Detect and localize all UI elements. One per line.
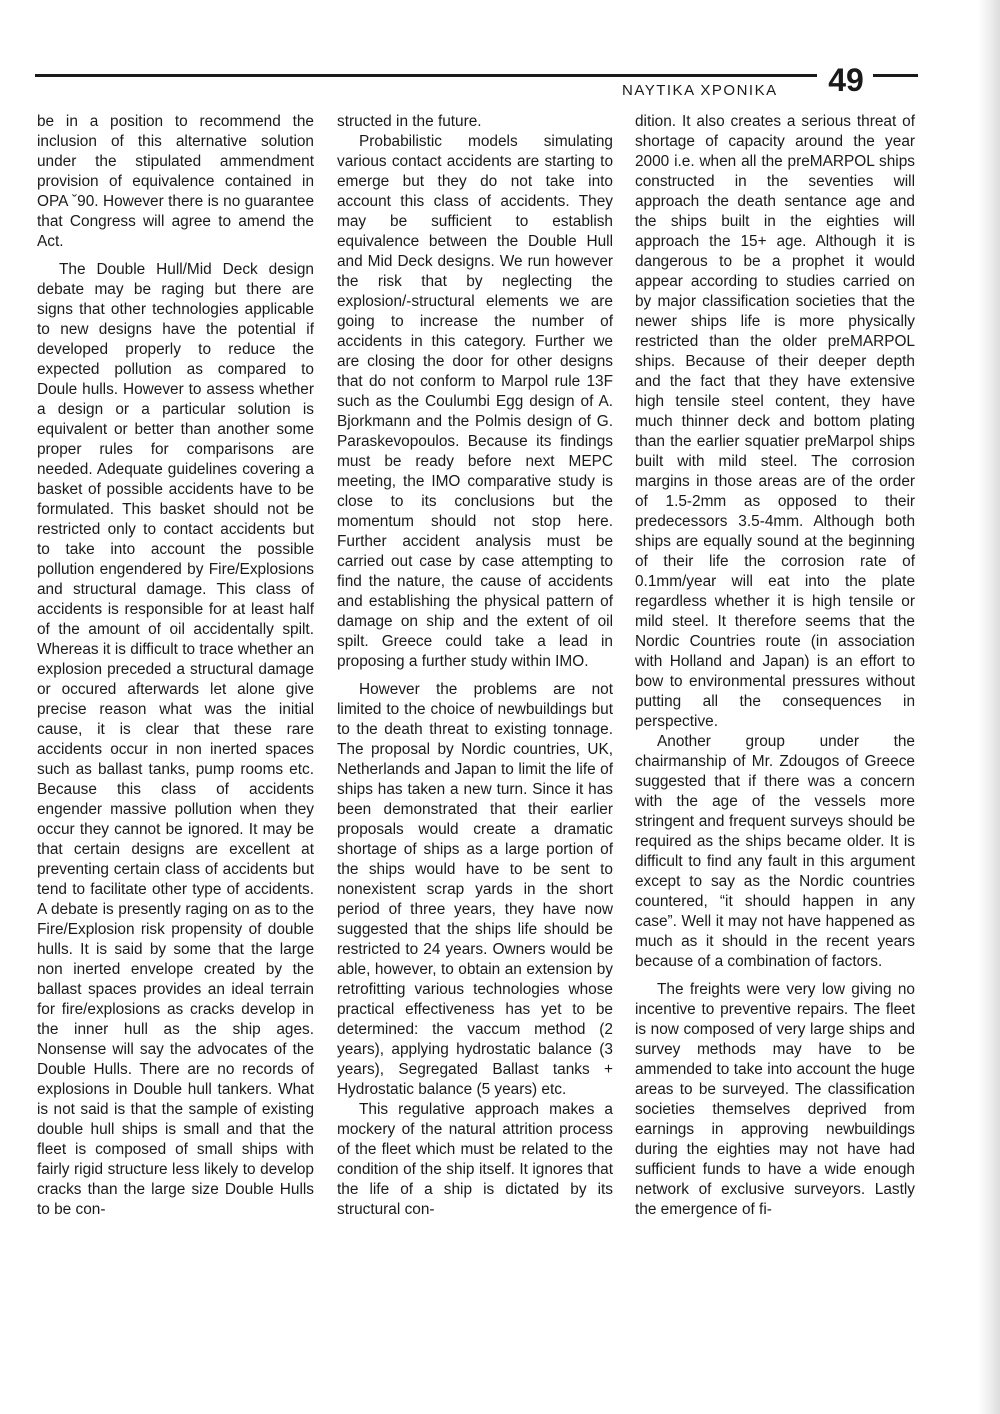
paragraph: be in a position to recommend the inclusion of this alternative solution under the stipulated ammendment provision of equivalence contained in OPA ˇ90. However there is no guarantee that Congress will agree to amend the Act. [37,113,314,250]
paragraph: This regulative approach makes a mockery of the natural attrition process of the fleet which must be related to the condition of the ship itself. It ignores that the life of a ship is dictated by its structural con- [337,1101,613,1218]
header-rule [35,74,817,77]
text-column-2 [337,112,613,1220]
paragraph: The freights were very low giving no incentive to preventive repairs. The fleet is now composed of very large ships and survey methods may have to be ammended to take into account the huge areas to be surveyed. The classification societies themselves deprived from earnings in approving newbuildings during the eighties may not have had sufficient funds to have a wide enough network of exclusive surveyors. Lastly the emergence of fi- [635,981,915,1218]
paragraph: However the problems are not limited to the choice of newbuildings but to the death threat to existing tonnage. The proposal by Nordic countries, UK, Netherlands and Japan to limit the life of ships has taken a new turn. Since it has been demonstrated that their earlier proposals would create a dramatic shortage of ships as a large portion of the ships would have to be sent to nonexistent scrap yards in the short period of three years, they have now suggested that the ships life should be restricted to 24 years. Owners would be able, however, to obtain an extension by retrofitting various technologies whose practical effectiveness has yet to be determined: the vaccum method (2 years), applying hydrostatic balance (3 years), Segregated Ballast tanks + Hydrostatic balance (5 years) etc. [337,681,613,1098]
page-edge-shadow [978,0,1000,1414]
journal-title: ΝΑΥΤΙΚΑ ΧΡΟΝΙΚΑ [622,82,778,99]
paragraph: dition. It also creates a serious threat of shortage of capacity around the year 2000 i.e. when all the preMARPOL ships constructed in the seventies will approach the death sentance age and the ships built in the eighties will approach the 15+ age. Although it is dangerous to be a prophet it would appear according to studies carried on by major classification societies that the newer ships life is more physically restricted than the older preMARPOL ships. Because of their deeper depth and the fact that they have extensive high tensile steel content, they have much thinner deck and bottom plating than the earlier squatier preMarpol ships built with mild steel. The corrosion margins in those areas are of the order of 1.5-2mm as opposed to their predecessors 3.5-4mm. Although both ships are equally sound at the beginning of their life the corrosion rate of 0.1mm/year will eat into the plate regardless whether it is high tensile or mild steel. It therefore seems that the Nordic Countries route (in association with Holland and Japan) is an effort to bow to environmental pressures without putting all the consequences in perspective. [635,113,915,730]
header-rule-right [873,74,918,77]
text-column-3 [635,112,915,1220]
paragraph: structed in the future. [337,113,482,130]
page-number: 49 [828,62,864,98]
paragraph: Another group under the chairmanship of Mr. Zdougos of Greece suggested that if there was a concern with the age of the vessels more stringent and frequent surveys should be required as the ships became older. It is difficult to find any fault in this argument except to say as the Nordic countries countered, “it should happen in any case”. Well it may not have happened as much as it should in the recent years because of a combination of factors. [635,733,915,970]
paragraph: Probabilistic models simulating various contact accidents are starting to emerge but they do not take into account this class of accidents. They may be sufficient to establish equivalence between the Double Hull and Mid Deck designs. We run however the risk that by neglecting the explosion/-structural elements we are going to increase the number of accidents in this category. Further we are closing the door for other designs that do not conform to Marpol rule 13F such as the Coulumbi Egg design of A. Bjorkmann and the Polmis design of G. Paraskevopoulos. Because its findings must be ready before next MEPC meeting, the IMO comparative study is close to its conclusions but the momentum should not stop here. Further accident analysis must be carried out case by case attempting to find the nature, the cause of accidents and establishing the physical pattern of damage on ship and the extent of oil spilt. Greece could take a lead in proposing a further study within IMO. [337,133,613,670]
text-column-1 [37,112,314,1220]
paragraph: The Double Hull/Mid Deck design debate may be raging but there are signs that other technologies applicable to new designs have the potential if developed properly to reduce the expected pollution as compared to Doule hulls. However to assess whether a design or a particular solution is equivalent or better than another some proper rules for comparisons are needed. Adequate guidelines covering a basket of possible accidents have to be formulated. This basket should not be restricted only to contact accidents but to take into account the possible pollution engendered by Fire/Explosions and structural damage. This class of accidents is responsible for at least half of the amount of oil accidentally spilt. Whereas it is difficult to trace whether an explosion preceded a structural damage or occured afterwards let alone give precise reason what was the initial cause, it is clear that these rare accidents occur in non inerted spaces such as ballast tanks, pump rooms etc. Because this class of accidents engender massive pollution when they occur they cannot be ignored. It may be that certain designs are excellent at preventing certain class of accidents but tend to facilitate other type of accidents. A debate is presently raging on as to the Fire/Explosion risk propensity of double hulls. It is said by some that the large non inerted envelope created by the ballast spaces provides an ideal terrain for fire/explosions as cracks develop in the inner hull as the ship ages. Nonsense will say the advocates of the Double Hulls. There are no records of explosions in Double hull tankers. What is not said is that the sample of existing double hull ships is small and that the fleet is composed of small ships with fairly rigid structure less likely to develop cracks than the large size Double Hulls to be con- [37,261,314,1218]
